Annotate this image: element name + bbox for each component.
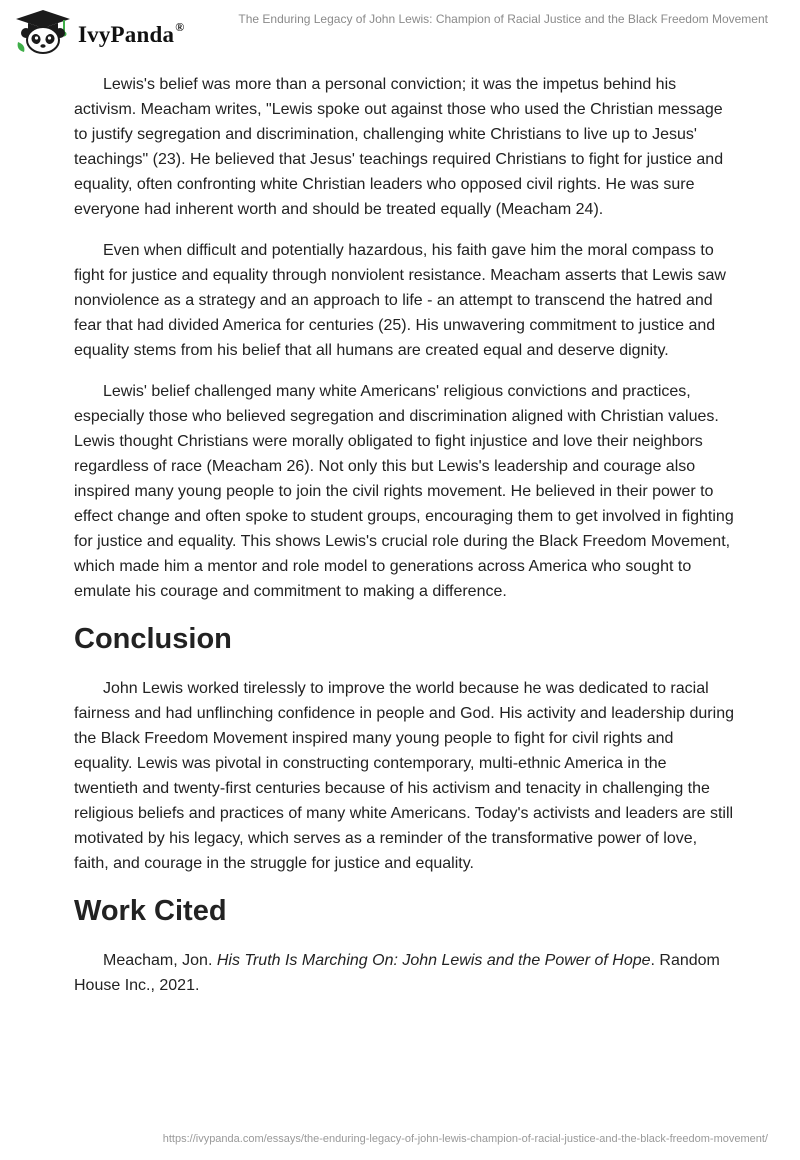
document-title: The Enduring Legacy of John Lewis: Champion of Racial Justice and the Black Freedom Movement (238, 12, 768, 26)
citation-book-title: His Truth Is Marching On: John Lewis and the Power of Hope (216, 952, 651, 969)
essay-content (74, 72, 734, 998)
logo-registered-mark: ® (175, 20, 185, 34)
panda-graduate-icon (14, 8, 72, 54)
conclusion-paragraph: John Lewis worked tirelessly to improve the world because he was dedicated to racial fairness and had unflinching confidence in people and God. His activity and leadership during the Black Freedom Movement inspired many young people to fight for civil rights and equality. Lewis was pivotal in constructing contemporary, multi-ethnic America in the twentieth and twenty-first centuries because of his activism and tenacity in challenging the religious beliefs and practices of many white Americans. Today's activists and leaders are still motivated by his legacy, which serves as a reminder of the transformative power of love, faith, and courage in the struggle for justice and equality. (74, 680, 734, 872)
works-cited-heading: Work Cited (74, 895, 227, 927)
body-paragraph-3: Lewis' belief challenged many white Americans' religious convictions and practices, especially those who believed segregation and discrimination aligned with Christian values. Lewis thought Christians were morally obligated to fight injustice and love their neighbors regardless of race (Meacham 26). Not only this but Lewis's leadership and courage also inspired many young people to join the civil rights movement. He believed in their power to effect change and often spoke to student groups, encouraging them to get involved in fighting for justice and equality. This shows Lewis's crucial role during the Black Freedom Movement, which made him a mentor and role model to generations across America who sought to emulate his courage and commitment to making a difference. (74, 383, 734, 600)
conclusion-heading: Conclusion (74, 623, 232, 655)
logo-wordmark (78, 22, 184, 48)
body-paragraph-1: Lewis's belief was more than a personal conviction; it was the impetus behind his activism. Meacham writes, "Lewis spoke out against those who used the Christian message to justify segregation and discrimination, challenging white Christians to live up to Jesus' teachings" (23). He believed that Jesus' teachings required Christians to fight for justice and equality, often confronting white Christian leaders who opposed civil rights. He was sure everyone had inherent worth and should be treated equally (Meacham 24). (74, 76, 724, 218)
citation-entry (74, 948, 734, 998)
citation-publisher: . Random House Inc., 2021. (74, 952, 720, 994)
logo-name: IvyPanda (78, 22, 175, 47)
source-url-link[interactable]: https://ivypanda.com/essays/the-enduring-legacy-of-john-lewis-champion-of-racial-justice-and-the-black-freedom-movement/ (162, 1133, 768, 1145)
ivypanda-logo[interactable] (14, 8, 214, 54)
body-paragraph-2: Even when difficult and potentially hazardous, his faith gave him the moral compass to fight for justice and equality through nonviolent resistance. Meacham asserts that Lewis saw nonviolence as a strategy and an approach to life - an attempt to transcend the hatred and fear that had divided America for centuries (25). His unwavering commitment to justice and equality stems from his belief that all humans are created equal and deserve dignity. (74, 242, 726, 359)
citation-author: Meacham, Jon. (103, 952, 217, 969)
page-header (0, 0, 800, 62)
